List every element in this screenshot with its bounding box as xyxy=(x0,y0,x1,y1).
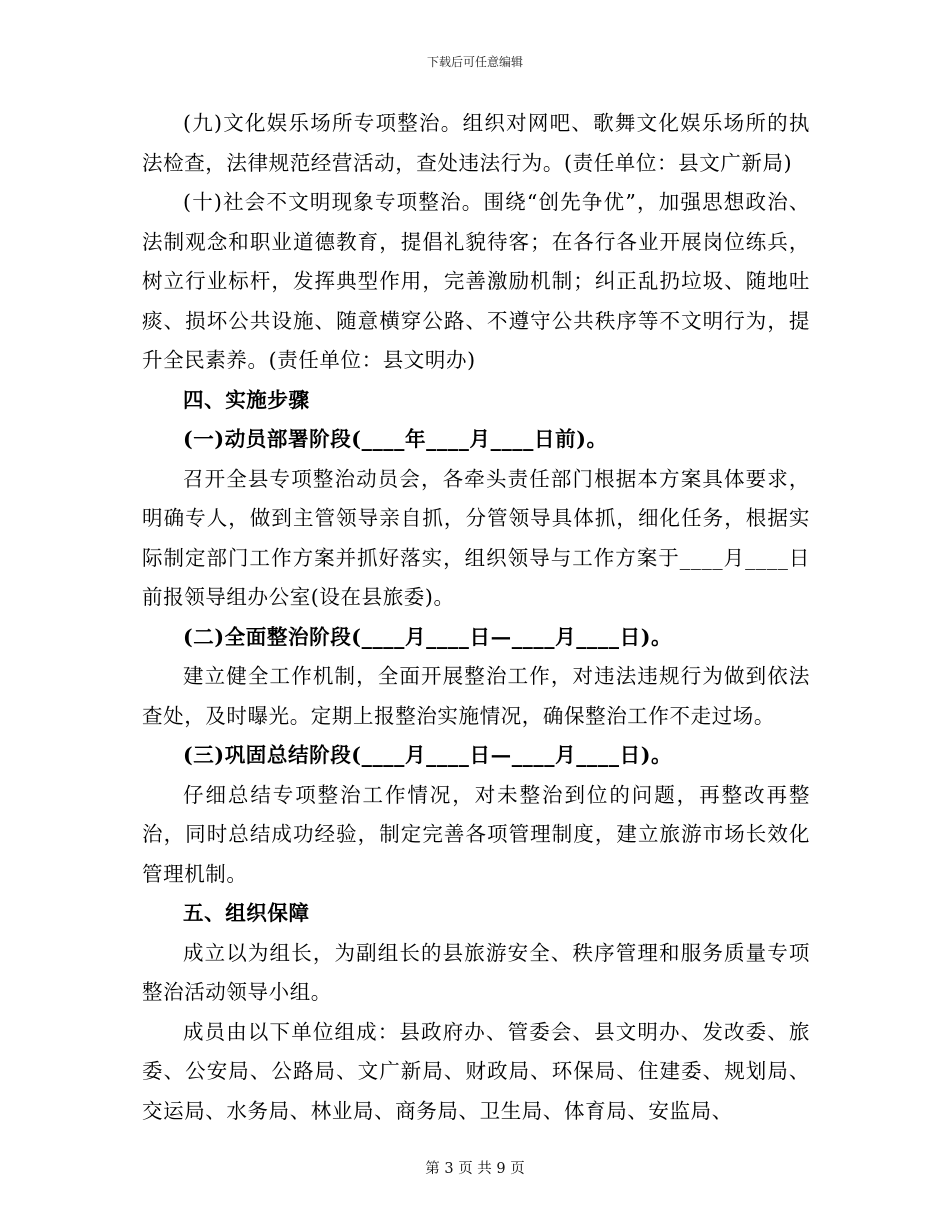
stage-heading-consolidation: (三)巩固总结阶段(____月____日—____月____日)。 xyxy=(183,743,673,767)
organization-text-leadership: 成立以为组长，为副组长的县旅游安全、秩序管理和服务质量专项整治活动领导小组。 xyxy=(142,940,810,1004)
organization-text-members: 成员由以下单位组成：县政府办、管委会、县文明办、发改委、旅委、公安局、公路局、文广新局、财政局、环保局、住建委、规划局、交运局、水务局、林业局、商务局、卫生局、体育局、安监局、 xyxy=(142,1019,810,1123)
stage-heading-mobilization: (一)动员部署阶段(____年____月____日前)。 xyxy=(183,427,608,451)
paragraph-item-10: (十)社会不文明现象专项整治。围绕“创先争优”，加强思想政治、法制观念和职业道德教育，提倡礼貌待客；在各行各业开展岗位练兵，树立行业标杆，发挥典型作用，完善激励机制；纠正乱扔垃圾、随地吐痰、损坏公共设施、随意横穿公路、不遵守公共秩序等不文明行为，提升全民素养。(责任单位：县文明办) xyxy=(142,190,810,372)
section-heading-implementation-steps: 四、实施步骤 xyxy=(183,387,310,412)
stage-text-mobilization: 召开全县专项整治动员会，各牵头责任部门根据本方案具体要求，明确专人，做到主管领导亲自抓，分管领导具体抓，细化任务，根据实际制定部门工作方案并抓好落实，组织领导与工作方案于____月____日前报领导组办公室(设在县旅委)。 xyxy=(142,466,810,609)
stage-heading-rectification: (二)全面整治阶段(____月____日—____月____日)。 xyxy=(183,624,673,649)
paragraph-item-9: (九)文化娱乐场所专项整治。组织对网吧、歌舞文化娱乐场所的执法检查，法律规范经营活动，查处违法行为。(责任单位：县文广新局) xyxy=(142,111,810,175)
document-body xyxy=(142,104,810,1131)
stage-text-consolidation: 仔细总结专项整治工作情况，对未整治到位的问题，再整改再整治，同时总结成功经验，制定完善各项管理制度，建立旅游市场长效化管理机制。 xyxy=(142,782,810,886)
page-number: 第 3 页 共 9 页 xyxy=(425,1161,525,1177)
header-note: 下载后可任意编辑 xyxy=(426,55,523,69)
stage-text-rectification: 建立健全工作机制，全面开展整治工作，对违法违规行为做到依法查处，及时曝光。定期上报整治实施情况，确保整治工作不走过场。 xyxy=(142,664,810,728)
section-heading-organization: 五、组织保障 xyxy=(183,901,310,925)
